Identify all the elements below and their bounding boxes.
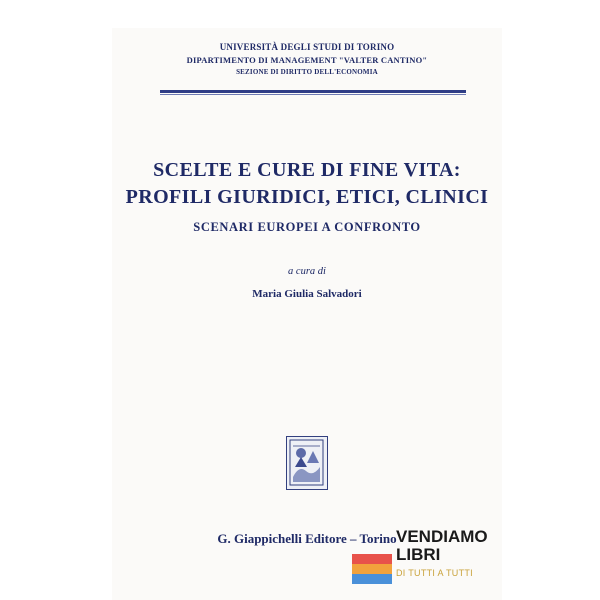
badge-stripes-icon — [352, 554, 392, 584]
badge-line2: LIBRI — [396, 545, 441, 564]
book-title-line2: PROFILI GIURIDICI, ETICI, CLINICI — [125, 186, 489, 208]
header-divider-thin — [160, 94, 466, 95]
institution-university: UNIVERSITÀ DEGLI STUDI DI TORINO — [219, 42, 395, 52]
seller-watermark-badge — [352, 528, 500, 592]
badge-line1: VENDIAMO — [396, 527, 488, 546]
book-title-line1: SCELTE E CURE DI FINE VITA: — [153, 159, 461, 181]
publisher-emblem-icon — [286, 436, 328, 490]
editor-prefix: a cura di — [288, 266, 326, 277]
institution-section: SEZIONE DI DIRITTO DELL'ECONOMIA — [236, 68, 378, 76]
publisher-name: G. Giappichelli Editore – Torino — [217, 531, 397, 546]
badge-tagline: DI TUTTI A TUTTI — [396, 568, 473, 578]
editor-name: Maria Giulia Salvadori — [252, 288, 362, 300]
book-subtitle: SCENARI EUROPEI A CONFRONTO — [193, 220, 421, 234]
institution-department: DIPARTIMENTO DI MANAGEMENT "VALTER CANTINO" — [186, 55, 428, 65]
header-divider — [160, 90, 466, 93]
book-cover — [112, 28, 502, 600]
